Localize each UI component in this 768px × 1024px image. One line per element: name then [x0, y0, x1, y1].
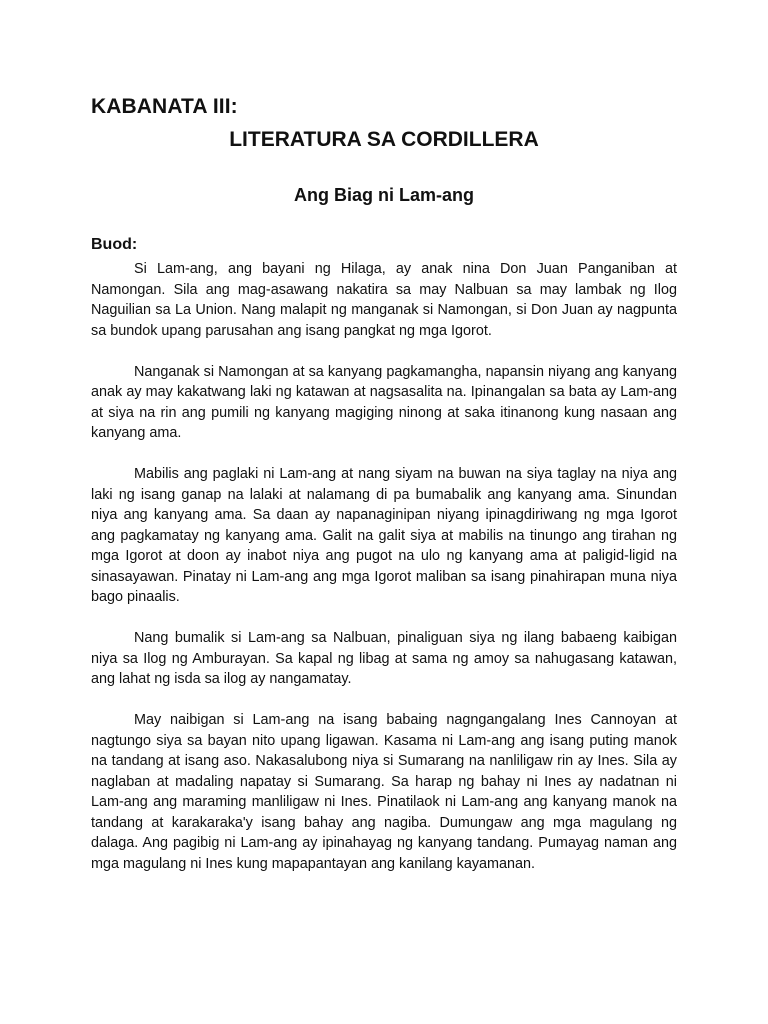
- paragraph: May naibigan si Lam-ang na isang babaing nagngangalang Ines Cannoyan at nagtungo siya sa bayan nito upang ligawan. Kasama ni Lam-ang ang isang puting manok na tandang at isang aso. Nakasalubong niya si Sumarang na nanliligaw rin ay Ines. Sila ay naglaban at madaling napatay si Sumarang. Sa harap ng bahay ni Ines ay nadatnan ni Lam-ang ang maraming manliligaw ni Ines. Pinatilaok ni Lam-ang ang kanyang manok na tandang at karakaraka'y isang bahay ang nagiba. Dumungaw ang mga magulang ng dalaga. Ang pagibig ni Lam-ang ay ipinahayag ng kanyang tandang. Pumayag naman ang mga magulang ni Ines kung mapapantayan ang kanilang kayamanan.: [91, 712, 677, 872]
- chapter-heading: KABANATA III:: [91, 95, 238, 118]
- paragraph: Nanganak si Namongan at sa kanyang pagkamangha, napansin niyang ang kanyang anak ay may kakatwang laki ng katawan at nagsasalita na. Ipinangalan sa bata ay Lam-ang at siya na rin ang pumili ng kanyang magiging ninong at saka itinanong kung nasaan ang kanyang ama.: [91, 363, 677, 441]
- summary-body: [91, 259, 677, 895]
- summary-label: Buod:: [91, 236, 138, 253]
- story-title: Ang Biag ni Lam-ang: [294, 185, 474, 205]
- paragraph: Si Lam-ang, ang bayani ng Hilaga, ay anak nina Don Juan Panganiban at Namongan. Sila ang mag-asawang nakatira sa may Nalbuan sa may lambak ng Ilog Naguilian sa La Union. Nang malapit ng manganak si Namongan, si Don Juan ay nagpunta sa bundok upang parusahan ang isang pangkat ng mga Igorot.: [91, 261, 677, 339]
- subject-heading: LITERATURA SA CORDILLERA: [229, 128, 539, 151]
- paragraph: Mabilis ang paglaki ni Lam-ang at nang siyam na buwan na siya taglay na niya ang laki ng isang ganap na lalaki at nalamang di pa bumabalik ang kanyang ama. Sinundan niya ang kanyang ama. Sa daan ay napanaginipan niyang ipinagdiriwang ng mga Igorot ang pagkamatay ng kanyang ama. Galit na galit siya at mabilis na tinungo ang tirahan ng mga Igorot at doon ay inabot niya ang pugot na ulo ng kanyang ama at paligid-ligid na sinasayawan. Pinatay ni Lam-ang ang mga Igorot maliban sa isang pinahirapan muna niya bago pinaalis.: [91, 466, 677, 605]
- paragraph: Nang bumalik si Lam-ang sa Nalbuan, pinaliguan siya ng ilang babaeng kaibigan niya sa Ilog ng Amburayan. Sa kapal ng libag at sama ng amoy sa nahugasang katawan, ang lahat ng isda sa ilog ay nangamatay.: [91, 630, 677, 687]
